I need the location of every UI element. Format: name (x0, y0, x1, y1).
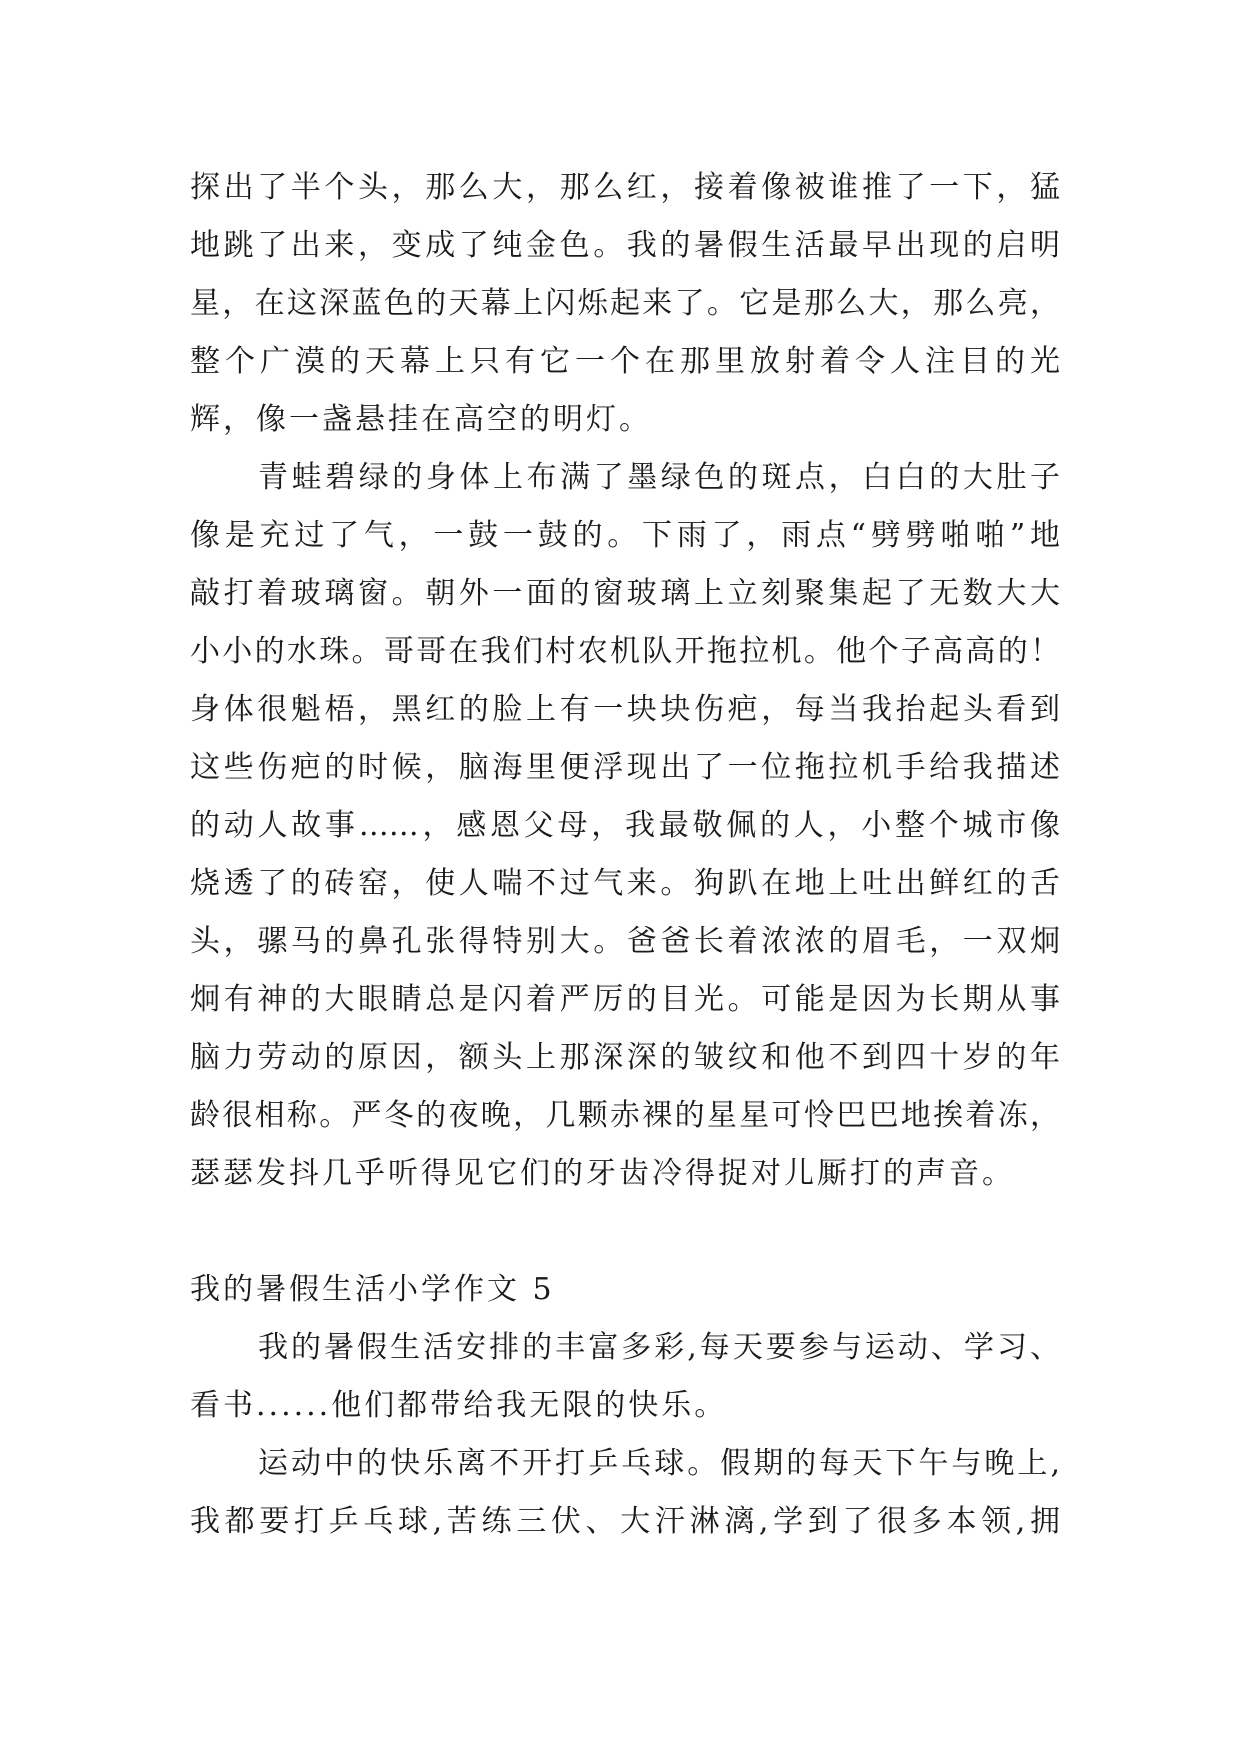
text-line: 烧透了的砖窑，使人喘不过气来。狗趴在地上吐出鲜红的舌 (190, 866, 1060, 901)
text-line: 运动中的快乐离不开打乒乓球。假期的每天下午与晚上, (258, 1446, 1060, 1481)
text-line: 整个广漠的天幕上只有它一个在那里放射着令人注目的光 (190, 344, 1060, 379)
text-line: 这些伤疤的时候，脑海里便浮现出了一位拖拉机手给我描述 (190, 750, 1060, 785)
text-line: 脑力劳动的原因，额头上那深深的皱纹和他不到四十岁的年 (190, 1040, 1060, 1075)
text-line: 瑟瑟发抖几乎听得见它们的牙齿冷得捉对儿厮打的声音。 (190, 1156, 1015, 1191)
text-line: 头，骡马的鼻孔张得特别大。爸爸长着浓浓的眉毛，一双炯 (190, 924, 1060, 959)
text-line: 探出了半个头，那么大，那么红，接着像被谁推了一下，猛 (190, 170, 1060, 205)
text-line: 看书......他们都带给我无限的快乐。 (190, 1388, 728, 1423)
text-line: 小小的水珠。哥哥在我们村农机队开拖拉机。他个子高高的！ (190, 634, 1060, 669)
text-line: 敲打着玻璃窗。朝外一面的窗玻璃上立刻聚集起了无数大大 (190, 576, 1060, 611)
text-line: 辉，像一盏悬挂在高空的明灯。 (190, 402, 652, 437)
text-line: 地跳了出来，变成了纯金色。我的暑假生活最早出现的启明 (190, 228, 1060, 263)
text-line: 青蛙碧绿的身体上布满了墨绿色的斑点，白白的大肚子 (258, 460, 1060, 495)
text-line: 龄很相称。严冬的夜晚，几颗赤裸的星星可怜巴巴地挨着冻， (190, 1098, 1060, 1133)
text-line: 星，在这深蓝色的天幕上闪烁起来了。它是那么大，那么亮， (190, 286, 1060, 321)
section-title: 我的暑假生活小学作文 5 (190, 1272, 555, 1307)
text-line: 我都要打乒乓球,苦练三伏、大汗淋漓,学到了很多本领,拥 (190, 1504, 1060, 1539)
text-line: 像是充过了气，一鼓一鼓的。下雨了，雨点“劈劈啪啪”地 (190, 518, 1060, 553)
text-line: 身体很魁梧，黑红的脸上有一块块伤疤，每当我抬起头看到 (190, 692, 1060, 727)
text-line: 我的暑假生活安排的丰富多彩,每天要参与运动、学习、 (258, 1330, 1060, 1365)
text-line: 炯有神的大眼睛总是闪着严厉的目光。可能是因为长期从事 (190, 982, 1060, 1017)
text-line: 的动人故事……，感恩父母，我最敬佩的人，小整个城市像 (190, 808, 1060, 843)
